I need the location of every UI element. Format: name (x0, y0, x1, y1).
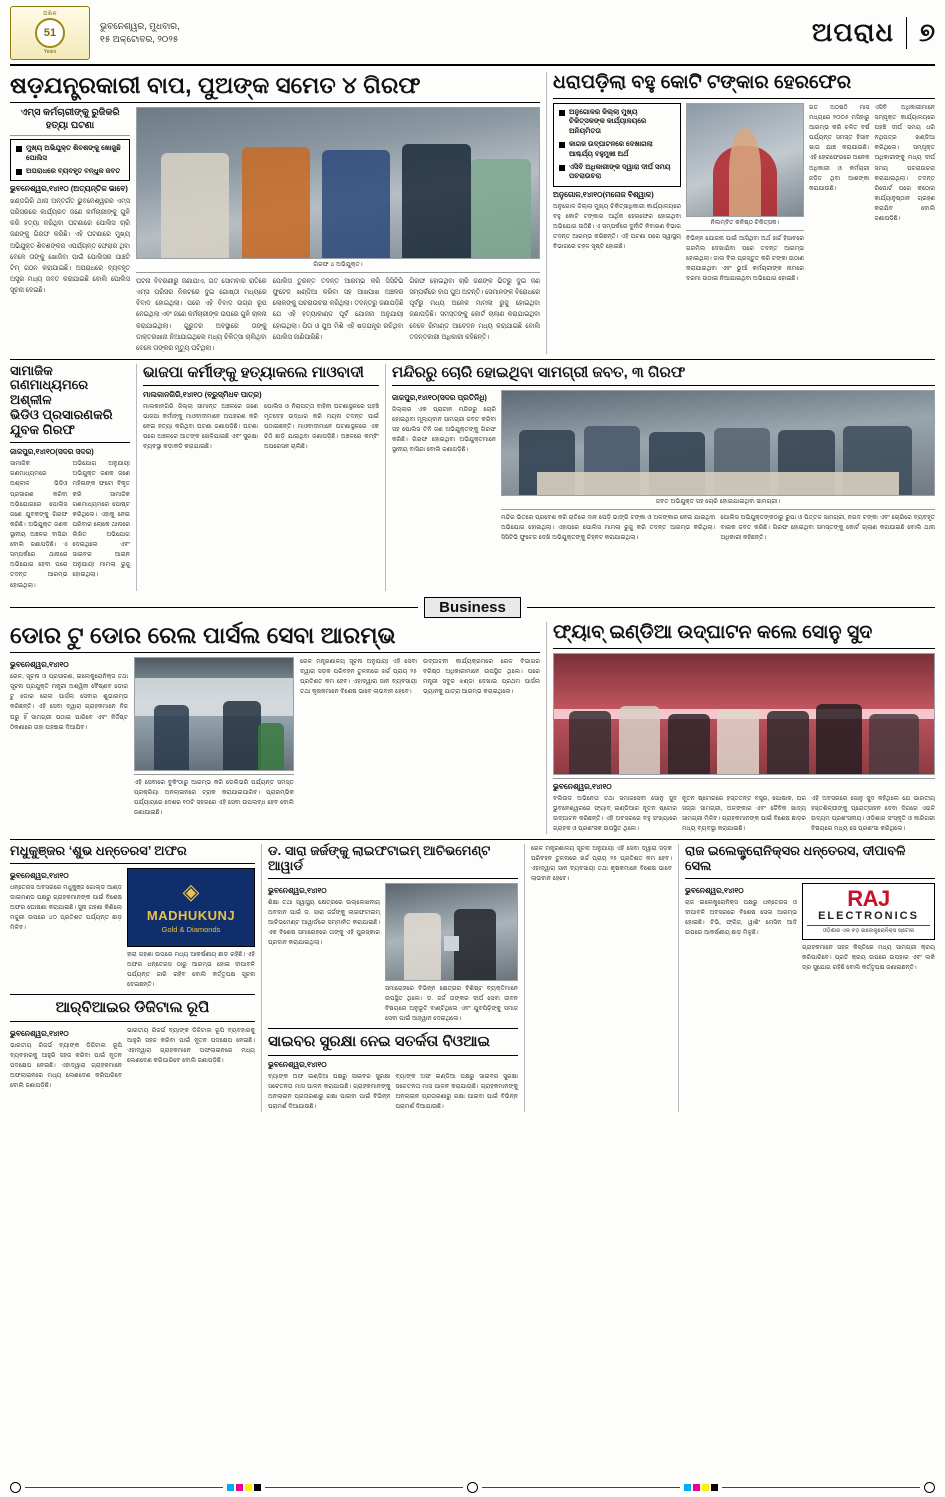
bullet-item (559, 163, 675, 182)
bjp-col1: ମାଲକାନଗିରି ଜିଲ୍ଲା ସୀମାନ୍ତ ଅଞ୍ଚଳରେ ଜଣେ ଭାଜପା କର୍ମୀଙ୍କୁ ମାଓବାଦୀମାନେ ଅପହରଣ କରି ନେଇ ହତ୍ୟା କରିଥିବା ଘଟଣା ଜଣାପଡ଼ିଛି। ଘଟଣା ପରେ ଅଞ୍ଚଳରେ ଆତଙ୍କ ଖେଳିଯାଇଛି ଏବଂ ସୁରକ୍ଷା ବ୍ୟବସ୍ଥା କଡ଼ାକଡ଼ି କରାଯାଇଛି। (143, 402, 258, 451)
rbi-dateline: ଭୁବନେଶ୍ୱର,୧୪ା୧୦ (10, 1028, 69, 1038)
cyber-dateline: ଭୁବନେଶ୍ୱର,୧୪ା୧୦ (268, 1059, 327, 1069)
lead-left-bullets (10, 139, 130, 181)
story-raj-electronics (678, 844, 935, 1112)
lead-left-col1: ଖଣ୍ଡଗିରି ଥାନା ଅନ୍ତର୍ଗତ ଭୁବନେଶ୍ୱରର ଏମ୍ସ ପରିସରରେ କାର୍ଯ୍ୟରତ ଜଣେ କର୍ମଚାରୀଙ୍କୁ ଗୁଳି କରି ହତ୍ୟା କରିଥିବା ଘଟଣାରେ ପୋଲିସ ଚାରି ଜଣଙ୍କୁ ଗିରଫ କରିଛି। ଏହି ଘଟଣାରେ ମୁଖ୍ୟ ଅଭିଯୁକ୍ତ ଶିବଶଙ୍କର ଏପର୍ଯ୍ୟନ୍ତ ଫେରାର ଥିବା ବେଳେ ତାଙ୍କୁ ଖୋଜିବା ପାଇଁ ପୋଲିସର ପାଞ୍ଚଟି ଟିମ୍ ଗଠନ କରାଯାଇଛି। ଅପରାଧରେ ବ୍ୟବହୃତ ଅସ୍ତ୍ର ମଧ୍ୟ ଜବତ କରାଯାଇଛି ବୋଲି ପୋଲିସ ସୂଚନା ଦେଇଛି। (10, 198, 130, 294)
madhukunj-ad[interactable] (127, 868, 255, 947)
business-lead-story (10, 622, 540, 834)
temple-headline: ମନ୍ଦିରରୁ ଚୋରି ହୋଇଥିବା ସାମଗ୍ରୀ ଜବତ, ୩ ଗିରଫ (392, 363, 686, 381)
raj-col2: ଗ୍ରାହକମାନେ ସହଜ କିସ୍ତିରେ ମଧ୍ୟ ସାମଗ୍ରୀ କ୍ରୟ କରିପାରିବେ। ପ୍ରତି କ୍ରୟ ଉପରେ ଉପହାର ଏବଂ ଲକି ଡ୍ର ସୁଯୋଗ ରହିଛି ବୋଲି କର୍ତ୍ତୃପକ୍ଷ ଜଣାଇଛନ୍ତି। (802, 943, 935, 972)
sara-col2: ସମାରୋହରେ ବିଭିନ୍ନ କ୍ଷେତ୍ରର ବିଶିଷ୍ଟ ବ୍ୟକ୍ତିମାନେ ଉପସ୍ଥିତ ଥିଲେ। ଡ. ଜର୍ଜ ତାଙ୍କର ଦୀର୍ଘ ସେବା ଜୀବନ ବିଷୟରେ ଅନୁଭୂତି ବାଣ୍ଟିଥିଲେ ଏବଂ ଯୁବପିଢ଼ିଙ୍କୁ ସମାଜ ସେବା ପାଇଁ ଆହ୍ୱାନ ଦେଇଥିଲେ। (385, 984, 518, 1023)
bullet-square-icon (559, 165, 565, 171)
lead-left-col3: ପୋଲିସ ତୁରନ୍ତ ତଦନ୍ତ ଆରମ୍ଭ କରି ସିସିଟିଭି ଫୁଟେଜ ଖଣ୍ଡିଆ କରିବା ସହ ଆଖପାଖ ଅଞ୍ଚଳର ଲୋକଙ୍କୁ ପଚରାଉଚରା କରିଥିଲା। ତଦନ୍ତରୁ ଜଣାପଡ଼ିଛି ଯେ ଏହି ହତ୍ୟାକାଣ୍ଡ ପୂର୍ବ ଯୋଜନା ଅନୁଯାୟୀ ହୋଇଥିଲା। ପିତା ଓ ପୁଅ ମିଶି ଏହି ଷଡ଼ଯନ୍ତ୍ର ରଚିଥିବା ପୋଲିସ ଜାଣିପାରିଛି। (272, 278, 404, 341)
bullet-item (559, 140, 675, 159)
cyber-headline: ସାଇବର ସୁରକ୍ଷା ନେଇ ସତର୍କତା ବିଓଆଇ (268, 1033, 491, 1051)
sara-headline: ଡ. ସାରା ଜର୍ଜଙ୍କୁ ଲାଇଫଟାଇମ୍ ଆଚିଭମେଣ୍ଟ ଆୱାର୍ଡ (268, 842, 491, 873)
lead-right-photo (686, 103, 804, 217)
sara-award-photo (385, 883, 518, 981)
lead-left-photo (136, 107, 540, 259)
bjp-headline: ଭାଜପା କର୍ମୀଙ୍କୁ ହତ୍ୟାକଲେ ମାଓବାଦୀ (143, 363, 364, 381)
madhukunj-col1: ଧନ୍‌ତେରସ ଅବସରରେ ମଧୁକୁଞ୍ଜ ଗୋଲ୍ଡ ଆଣ୍ଡ ଡାଇମଣ୍ଡ ପକ୍ଷରୁ ଗ୍ରାହକମାନଙ୍କ ପାଇଁ ବିଶେଷ ଅଫର ଘୋଷଣା କରାଯାଇଛି। ସୁନା ଗହଣା କିଣିଲେ ମଜୁରୀ ଉପରେ ୪୦ ପ୍ରତିଶତ ପର୍ଯ୍ୟନ୍ତ ଛାଡ଼ ମିଳିବ। (10, 883, 122, 932)
registration-mark-icon (10, 1482, 21, 1493)
temple-photo (501, 390, 935, 496)
sara-dateline: ଭୁବନେଶ୍ୱର,୧୪ା୧୦ (268, 885, 327, 895)
lead-left-photo-caption: ଗିରଫ ୪ ଅଭିଯୁକ୍ତ। (313, 261, 363, 269)
bullet-text: ଏସିବି ଅଧିକାରୀଙ୍କ ଦ୍ୱାରା ଦୀର୍ଘ ସମୟ ପଚରାଉଚରା (569, 164, 671, 181)
rbi-headline: ଆର୍‌ବିଆଇର ଡିଜିଟାଲ ରୂପି (55, 999, 210, 1017)
business-lead-col1: ରେଳ, ସୂଚନା ଓ ପ୍ରସାରଣ, ଇଲେକ୍ଟ୍ରୋନିକ୍ସ ତଥା ସୂଚନା ପ୍ରଯୁକ୍ତି ମନ୍ତ୍ରୀ ଅଶ୍ୱିନୀ ବୈଷ୍ଣବ ଡୋର ଟୁ ଡୋର ରେଲ ପାର୍ସଲ ସେବାର ଶୁଭାରମ୍ଭ କରିଛନ୍ତି। ଏହି ସେବା ଦ୍ୱାରା ଗ୍ରାହକମାନେ ନିଜ ଘରୁ ହିଁ ସାମଗ୍ରୀ ପଠାଇ ପାରିବେ ଏବଂ ନିର୍ଦ୍ଦିଷ୍ଟ ଠିକଣାରେ ତାହା ପହଞ୍ଚାଇ ଦିଆଯିବ। (10, 673, 128, 731)
section-title: ଅପରାଧ (811, 17, 895, 47)
business-cont-col1: ରେଳ ମନ୍ତ୍ରଣାଳୟ ସୂଚନା ଅନୁଯାୟୀ ଏହି ସେବା ଦ୍ୱାରା ସଡ଼କ ପରିବହନ ତୁଳନାରେ ଖର୍ଚ୍ଚ ପ୍ରାୟ ୨୫ ପ୍ରତିଶତ କମ ହେବ। ଏହାଦ୍ୱାରା ସାନ ବ୍ୟବସାୟୀ ତଥା କୃଷକମାନେ ବିଶେଷ ଭାବେ ଲାଭବାନ ହେବେ। (531, 844, 672, 883)
social-col1: ସାମାଜିକ ଗଣମାଧ୍ୟମରେ ଅଶ୍ଳୀଳ ଭିଡିଓ ପ୍ରସାରଣ କରିବା ଅଭିଯୋଗରେ ପୋଲିସ ଜଣେ ଯୁବକଙ୍କୁ ଗିରଫ କରିଛି। ଅଭିଯୁକ୍ତ ଜଣକ ସ୍ଥାନୀୟ ଅଞ୍ଚଳର ବାସିନ୍ଦା ବୋଲି ଜଣାପଡ଼ିଛି। ଏ ସମ୍ପର୍କରେ ଥାନାରେ ଅଭିଯୋଗ ହେବା ପରେ ତଦନ୍ତ ଆରମ୍ଭ ହୋଇଥିଲା। (10, 460, 68, 589)
page-number: ୭ (906, 17, 935, 49)
raj-ad[interactable] (802, 883, 935, 940)
business-lead-col3: ରେଳ ମନ୍ତ୍ରଣାଳୟ ସୂଚନା ଅନୁଯାୟୀ ଏହି ସେବା ଦ୍ୱାରା ସଡ଼କ ପରିବହନ ତୁଳନାରେ ଖର୍ଚ୍ଚ ପ୍ରାୟ ୨୫ ପ୍ରତିଶତ କମ ହେବ। ଏହାଦ୍ୱାରା ସାନ ବ୍ୟବସାୟୀ ତଥା କୃଷକମାନେ ବିଶେଷ ଭାବେ ଲାଭବାନ ହେବେ। (300, 658, 417, 696)
masthead-dateline (100, 20, 180, 47)
lead-left-dateline: ଭୁବନେଶ୍ୱର,୧୪ା୧୦ (ଅତ୍ୟନ୍ତିକ ଭାବେ) (10, 184, 128, 194)
masthead-place: ଭୁବନେଶ୍ୱର, ମୁଧବାର, (100, 20, 180, 31)
bjp-dateline: ମାଲକାନଗିରି,୧୪ା୧୦ (ବ୍ରୁସ୍‌ମିଧବ ପାତ୍ର) (143, 389, 262, 399)
cyber-col2: ବ୍ୟାଙ୍କ ଅଫ ଇଣ୍ଡିଆ ପକ୍ଷରୁ ସାଇବର ସୁରକ୍ଷା ସଚେତନତା ମାସ ପାଳନ କରାଯାଉଛି। ଗ୍ରାହକମାନଙ୍କୁ ଅନଲାଇନ ପ୍ରତାରଣାରୁ ରକ୍ଷା ପାଇବା ପାଇଁ ବିଭିନ୍ନ ପରାମର୍ଶ ଦିଆଯାଉଛି। (395, 1072, 518, 1110)
temple-col1: ଜିଲ୍ଲାର ଏକ ପ୍ରାଚୀନ ମନ୍ଦିରରୁ ଚୋରି ହୋଇଥିବା ମୂଲ୍ୟବାନ ସାମଗ୍ରୀ ଜବତ କରିବା ସହ ପୋଲିସ ତିନି ଜଣ ଅଭିଯୁକ୍ତଙ୍କୁ ଗିରଫ କରିଛି। ଗିରଫ ହୋଇଥିବା ଅଭିଯୁକ୍ତମାନେ ସ୍ଥାନୀୟ ବାସିନ୍ଦା ବୋଲି ଜଣାପଡ଼ିଛି। (392, 405, 496, 454)
story-social-media (10, 364, 130, 591)
story-madhukunj (10, 844, 255, 1112)
raj-dateline: ଭୁବନେଶ୍ୱର,୧୪ା୧୦ (685, 885, 744, 895)
business-continuation (524, 844, 672, 1112)
fab-photo (553, 653, 935, 775)
bullet-text: କାଗଜ ଉଦ୍‌ଘାଟନରେ ଦେଖାଗଲା ଆଶ୍ଚର୍ଯ୍ୟ ବହୁମୁଖୀ ଅର୍ଥ (569, 141, 653, 158)
lead-right-photo-caption: ନିଲମ୍ବିତ କନିଷ୍ଠ ଚିକିତ୍ସକ। (710, 218, 780, 226)
bullet-square-icon (16, 146, 22, 152)
rbi-col1: ଭାରତୀୟ ରିଜର୍ଭ ବ୍ୟାଙ୍କ ଡିଜିଟାଲ ରୂପି ବ୍ୟବହାରକୁ ଆହୁରି ସହଜ କରିବା ପାଇଁ ନୂତନ ପଦକ୍ଷେପ ନେଇଛି। ଏହାଦ୍ୱାରା ଗ୍ରାହକମାନେ ଅଫଲାଇନରେ ମଧ୍ୟ ଲେଣଦେଣ କରିପାରିବେ ବୋଲି ଜଣାପଡ଼ିଛି। (10, 1041, 122, 1089)
business-label: Business (424, 597, 521, 618)
business-lead-col4: ଉଦ୍‌ଘାଟନୀ କାର୍ଯ୍ୟକ୍ରମରେ ରେଳ ବିଭାଗର ବରିଷ୍ଠ ଅଧିକାରୀମାନେ ଉପସ୍ଥିତ ଥିଲେ। ପରେ ମନ୍ତ୍ରୀ ସବୁଜ ଝଣ୍ଡା ଦେଖାଇ ପ୍ରଥମ ପାର୍ସଲ ଭ୍ୟାନକୁ ଯାତ୍ରା ଆରମ୍ଭ କରାଇଥିଲେ। (423, 658, 540, 696)
temple-photo-caption: ଜବତ ଅଭିଯୁକ୍ତ ସହ ଚୋରି ହୋଇଯାଇଥିବା ସାମଗ୍ରୀ। (655, 497, 781, 505)
masthead (10, 6, 935, 66)
business-fab-story (546, 622, 935, 834)
bullet-item (559, 108, 675, 136)
diamond-icon: ◈ (182, 878, 200, 904)
fab-col3: ଏହି ଅବସରରେ ସୋନୁ ସୁଦ କହିଥିଲେ ଯେ ଭାରତୀୟ ହସ୍ତଶିଳ୍ପୀଙ୍କୁ ପ୍ରୋତ୍ସାହନ ଦେବା ଦିଗରେ ଏଭଳି ଉଦ୍ୟମ ପ୍ରଶଂସନୀୟ। ଓଡ଼ିଶାର ସଂସ୍କୃତି ଓ କାରିଗରୀ ବିଷୟରେ ମଧ୍ୟ ସେ ପ୍ରଶଂସା କରିଥିଲେ। (811, 794, 935, 832)
raj-ad-brand: RAJ (847, 885, 890, 911)
lead-left-col4: ଗିରଫ ହୋଇଥିବା ଚାରି ଜଣଙ୍କ ଭିତରୁ ଦୁଇ ଜଣ ସମ୍ପର୍କରେ ବାପ ପୁଅ ଅଟନ୍ତି। ସେମାନଙ୍କ ବିରୋଧରେ ପୂର୍ବରୁ ମଧ୍ୟ ଅନେକ ମାମଲା ରୁଜୁ ହୋଇଥିବା ଜଣାପଡ଼ିଛି। ସମସ୍ତଙ୍କୁ କୋର୍ଟ ଚାଲାଣ କରାଯାଇଥିବା ବେଳେ ରିମାଣ୍ଡ ଆବେଦନ ମଧ୍ୟ କରାଯାଇଛି ବୋଲି ତଦନ୍ତକାରୀ ଅଧିକାରୀ କହିଛନ୍ତି। (409, 278, 541, 341)
bjp-col2: ପୋଲିସ ଓ ନିରାପତ୍ତା ବାହିନୀ ଘଟଣାସ୍ଥଳରେ ପହଞ୍ଚି ମୃତଦେହ ଉଦ୍ଧାର କରି ମୟନା ତଦନ୍ତ ପାଇଁ ପଠାଇଛନ୍ତି। ମାଓବାଦୀମାନେ ଘଟଣାସ୍ଥଳରେ ଏକ ଚିଠି ଛାଡ଼ି ଯାଇଥିବା ଜଣାପଡ଼ିଛି। ଅଞ୍ଚଳରେ କମ୍ବିଂ ଅପରେସନ ଚାଲିଛି। (264, 402, 379, 451)
social-headline-line1: ସାମାଜିକ ଗଣମାଧ୍ୟମରେ ଅଶ୍ଳୀଳ (10, 362, 89, 408)
story-temple-theft (385, 364, 935, 591)
lead-left-headline: ଷଡ଼ଯନ୍ତ୍ରକାରୀ ବାପ, ପୁଅଙ୍କ ସମେତ ୪ ଗିରଫ (10, 72, 421, 98)
fab-headline: ଫ୍ୟାବ୍ ଇଣ୍ଡିଆ ଉଦ୍‌ଘାଟନ କଲେ ସୋନୁ ସୁଦ (553, 621, 873, 643)
business-lead-col2: ଏହି ସେବାରେ ବୁକିଂଠାରୁ ଆରମ୍ଭ କରି ଡେଲିଭରି ପର୍ଯ୍ୟନ୍ତ ସମସ୍ତ ପ୍ରକ୍ରିୟା ଅନଲାଇନରେ ଟ୍ରାକ କରାଯାଇପାରିବ। ପ୍ରାରମ୍ଭିକ ପର୍ଯ୍ୟାୟରେ ଦେଶର ୧୦ଟି ସହରରେ ଏହି ସେବା ଉପଲବ୍ଧ ହେବ ବୋଲି ଜଣାଯାଇଛି। (134, 779, 294, 817)
publication-logo (10, 6, 90, 60)
temple-dateline: ଜାଜପୁର,୧୪ା୧୦(ସଦର ପ୍ରତିନିଧି) (392, 392, 487, 402)
madhukunj-ad-sub: Gold & Diamonds (161, 924, 221, 934)
lead-left-col2: ଘଟନା ବିବରଣୀରୁ ଜଣାଯାଏ, ଗତ ସୋମବାର ରାତିରେ ଏମ୍ସ ପରିସର ନିକଟରେ ଦୁଇ ଗୋଷ୍ଠୀ ମଧ୍ୟରେ ବିବାଦ ହୋଇଥିଲା। ପରେ ଏହି ବିବାଦ ଉଗ୍ର ରୂପ ନେଇଥିଲା ଏବଂ ଜଣେ କର୍ମଚାରୀଙ୍କ ଉପରେ ଗୁଳି ଚାଳନା କରାଯାଇଥିଲା। ଗୁରୁତର ଅବସ୍ଥାରେ ତାଙ୍କୁ ଡାକ୍ତରଖାନା ନିଆଯାଇଥିଲେ ମଧ୍ୟ ଚିକିତ୍ସା ଚାଲିଥିବା ବେଳେ ତାଙ୍କର ମୃତ୍ୟୁ ଘଟିଥିଲା। (136, 278, 267, 352)
fab-col1: ବଲିଉଡ ଅଭିନେତା ତଥା ସମାଜସେବୀ ସୋନୁ ସୁଦ ଭୁବନେଶ୍ୱରରେ ଫ୍ୟାବ୍ ଇଣ୍ଡିଆର ନୂତନ ଷ୍ଟୋର ଉଦ୍‌ଘାଟନ କରିଛନ୍ତି। ଏହି ଅବସରରେ ବହୁ ସଂଖ୍ୟାରେ ଗ୍ରାହକ ଓ ପ୍ରଶଂସକ ଉପସ୍ଥିତ ଥିଲେ। (553, 794, 677, 832)
logo-anniversary-number: 51 (35, 18, 65, 48)
social-dateline: ଜାଜପୁର,୧୪ା୧୦(ସଦର ସଦର) (10, 447, 94, 457)
fab-dateline: ଭୁବନେଶ୍ୱର,୧୪ା୧୦ (553, 781, 612, 791)
bullet-square-icon (559, 142, 565, 148)
color-swatches-right (684, 1484, 718, 1491)
social-headline-line2: ଭିଡିଓ ପ୍ରସାରଣକରି ଯୁବକ ଗିରଫ (10, 407, 113, 438)
lead-story-right (546, 72, 935, 354)
color-swatches-left (227, 1484, 261, 1491)
raj-headline: ରାଜ ଇଲେକ୍ଟ୍ରୋନିକ୍ସର ଧନ୍‌ତେରସ, ଦୀପାବଳି ସେଲ (685, 842, 906, 873)
bullet-square-icon (16, 169, 22, 175)
raj-ad-tagline: ଓଡ଼ିଶାର ଏକ ବଡ଼ ଇଲେକ୍ଟ୍ରୋନିକ୍ସ ଷ୍ଟୋର (807, 925, 930, 935)
raj-ad-sub: ELECTRONICS (818, 909, 919, 922)
lead-right-bullets (553, 103, 681, 187)
madhukunj-col2: ହୀରା ଗହଣା ଉପରେ ମଧ୍ୟ ଆକର୍ଷଣୀୟ ଛାଡ଼ ରହିଛି। ଏହି ଅଫର ଧନ୍‌ତେରସ ଠାରୁ ଆରମ୍ଭ ହୋଇ ଦୀପାବଳି ପର୍ଯ୍ୟନ୍ତ ଜାରି ରହିବ ବୋଲି କର୍ତ୍ତୃପକ୍ଷ ସୂଚନା ଦେଇଛନ୍ତି। (127, 950, 255, 989)
bullet-square-icon (559, 110, 565, 116)
temple-col3: ପୋଲିସ ଅଭିଯୁକ୍ତଙ୍କଠାରୁ ରୁପା ଓ ପିତ୍ତଳ ସାମଗ୍ରୀ, ନଗଦ ଟଙ୍କା ଏବଂ ଚୋରିରେ ବ୍ୟବହୃତ ବାଇକ ଜବତ କରିଛି। ଗିରଫ ହୋଇଥିବା ସମସ୍ତଙ୍କୁ କୋର୍ଟ ଚାଲାଣ କରାଯାଇଛି ବୋଲି ଥାନା ଅଧିକାରୀ କହିଛନ୍ତି। (720, 513, 935, 542)
lead-story-left (10, 72, 540, 354)
bullet-item (16, 167, 124, 176)
business-section-band (10, 597, 935, 618)
lead-right-col4: ଏସିବି ଅଧିକାରୀମାନେ ସମ୍ପୃକ୍ତ କାର୍ଯ୍ୟାଳୟରେ ପହଞ୍ଚି ଦୀର୍ଘ ସମୟ ଧରି ନଥିପତ୍ର ଖଣ୍ଡିଆ କରିଥିଲେ। ସମ୍ପୃକ୍ତ ଅଧିକାରୀଙ୍କୁ ମଧ୍ୟ ଦୀର୍ଘ ସମୟ ପଚରାଉଚରା କରାଯାଇଥିଲା। ତଦନ୍ତ ରିପୋର୍ଟ ପରେ କଠୋର କାର୍ଯ୍ୟାନୁଷ୍ଠାନ ଗ୍ରହଣ କରାଯିବ ବୋଲି ଜଣାପଡ଼ିଛି। (874, 103, 935, 223)
bullet-text: ଅପରାଧରେ ବ୍ୟବହୃତ ବନ୍ଧୁକ ଜବତ (26, 168, 121, 175)
fab-col2: ନୂତନ ଷ୍ଟୋରରେ ହସ୍ତତନ୍ତ ବସ୍ତ୍ର, ପୋଷାକ, ଘର ସଜ୍ଜା ସାମଗ୍ରୀ, ଅଳଙ୍କାର ଏବଂ ଜୈବିକ ଖାଦ୍ୟ ସାମଗ୍ରୀ ମିଳିବ। ଗ୍ରାହକମାନଙ୍କ ପାଇଁ ବିଶେଷ ଛାଡ଼ର ମଧ୍ୟ ବ୍ୟବସ୍ଥା କରାଯାଇଛି। (682, 794, 806, 832)
madhukunj-dateline: ଭୁବନେଶ୍ୱର,୧୪ା୧୦ (10, 870, 69, 880)
cyber-col1: ବ୍ୟାଙ୍କ ଅଫ ଇଣ୍ଡିଆ ପକ୍ଷରୁ ସାଇବର ସୁରକ୍ଷା ସଚେତନତା ମାସ ପାଳନ କରାଯାଉଛି। ଗ୍ରାହକମାନଙ୍କୁ ଅନଲାଇନ ପ୍ରତାରଣାରୁ ରକ୍ଷା ପାଇବା ପାଇଁ ବିଭିନ୍ନ ପରାମର୍ଶ ଦିଆଯାଉଛି। (268, 1072, 391, 1110)
bullet-text: ମୁଖ୍ୟ ଅଭିଯୁକ୍ତ ଶିବଶଙ୍କୁ ଖୋଜୁଛି ପୋଲିସ (26, 145, 121, 162)
sara-col1: ଶିକ୍ଷା ତଥା ସ୍ୱାସ୍ଥ୍ୟ କ୍ଷେତ୍ରରେ ଉଲ୍ଲେଖନୀୟ ଅବଦାନ ପାଇଁ ଡ. ସାରା ଜର୍ଜଙ୍କୁ ଲାଇଫଟାଇମ୍ ଆଚିଭମେଣ୍ଟ ଆୱାର୍ଡରେ ସମ୍ମାନିତ କରାଯାଇଛି। ଏକ ବିଶେଷ ସମାରୋହରେ ତାଙ୍କୁ ଏହି ପୁରସ୍କାର ପ୍ରଦାନ କରାଯାଇଥିଲା। (268, 898, 380, 947)
lead-right-dateline: ଅନୁଗୋଳ,୧୪ା୧୦(ମନୋଜ ବିଶ୍ୱାଳ) (553, 189, 654, 199)
business-lead-headline: ଡୋର ଟୁ ଡୋର ରେଲ ପାର୍ସଲ ସେବା ଆରମ୍ଭ (10, 621, 396, 648)
lead-left-kicker: ଏମ୍ସ କର୍ମଚାରୀଙ୍କୁ ରୁଜିକରି ହତ୍ୟା ଘଟଣା (20, 107, 120, 131)
registration-mark-icon (924, 1482, 935, 1493)
masthead-date: ୧୫ ଅକ୍ଟୋବର, ୨୦୨୫ (100, 34, 179, 44)
bullet-text: ଅନୁଗୋଳର ଜିଲ୍ଲା ମୁଖ୍ୟ ଚିକିତ୍ସକଙ୍କ କାର୍ଯ୍ୟାଳୟରେ ଅନିୟମିତତା (569, 108, 647, 135)
business-lead-photo (134, 657, 294, 771)
story-bjp-worker (136, 364, 379, 591)
lead-right-col2: ବିଭିନ୍ନ ଯୋଜନା ପାଇଁ ଆସିଥିବା ଅର୍ଥ ଖର୍ଚ୍ଚ ହିସାବରେ ଗରମିଲ ଦେଖାଯିବା ପରେ ତଦନ୍ତ ଆରମ୍ଭ ହୋଇଥିଲା। ଜାଲ ବିଲ ପ୍ରସ୍ତୁତ କରି ଟଙ୍କା ଉଠାଣ କରାଯାଇଥିବା ଏବଂ ଭୁଆଁ କର୍ମଚାରୀଙ୍କ ନାମରେ ଦରମା ଉଠାଇ ନିଆଯାଇଥିବା ଅଭିଯୋଗ ହୋଇଛି। (686, 234, 804, 283)
madhukunj-headline: ମଧୁକୁଞ୍ଜର ‘ଶୁଭ ଧନ୍‌ତେରସ’ ଅଫର (10, 842, 187, 858)
logo-years-label: Years (43, 49, 57, 55)
lead-right-headline: ଧରାପଡ଼ିଲା ବହୁ କୋଟି ଟଙ୍କାର ହେରଫେର (553, 72, 852, 93)
bullet-item (16, 144, 124, 163)
logo-top-text: ଅଖିଳ (43, 11, 57, 17)
print-registration-bar (10, 1482, 935, 1493)
lead-right-col3: ଗତ ଅଠଷଠି ମାସ ମଧ୍ୟରେ ୨୦୦୫ ମସିହାରୁ ଆରମ୍ଭ କରି ଚଳିତ ବର୍ଷ ପର୍ଯ୍ୟନ୍ତ ସମସ୍ତ ହିସାବ ଖାତା ଯାଞ୍ଚ କରାଯାଉଛି। ଏହି ହେରଫେରରେ ଅନେକ ଅଧିକାରୀ ଓ କର୍ମଚାରୀ ଜଡ଼ିତ ଥିବା ଆଶଙ୍କା କରାଯାଉଛି। (809, 103, 870, 192)
rbi-col2: ଭାରତୀୟ ରିଜର୍ଭ ବ୍ୟାଙ୍କ ଡିଜିଟାଲ ରୂପି ବ୍ୟବହାରକୁ ଆହୁରି ସହଜ କରିବା ପାଇଁ ନୂତନ ପଦକ୍ଷେପ ନେଇଛି। ଏହାଦ୍ୱାରା ଗ୍ରାହକମାନେ ଅଫଲାଇନରେ ମଧ୍ୟ ଲେଣଦେଣ କରିପାରିବେ ବୋଲି ଜଣାପଡ଼ିଛି। (127, 1026, 255, 1064)
story-sara-george (261, 844, 518, 1112)
registration-mark-icon (467, 1482, 478, 1493)
temple-col2: ମନ୍ଦିର ଭିତରେ ପ୍ରବେଶ କରି ରାତିରେ ଦାନ ପେଡ଼ି ଭାଙ୍ଗି ଟଙ୍କା ଓ ଅଳଙ୍କାର ନେଇ ଯାଇଥିବା ଅଭିଯୋଗ ହୋଇଥିଲା। ଏହାପରେ ପୋଲିସ ମାମଲା ରୁଜୁ କରି ତଦନ୍ତ ଆରମ୍ଭ କରିଥିଲା। ସିସିଟିଭି ଫୁଟେଜ ଦେଖି ଅଭିଯୁକ୍ତଙ୍କୁ ଚିହ୍ନଟ କରାଯାଇଥିଲା। (501, 513, 716, 542)
madhukunj-ad-name: MADHUKUNJ (146, 907, 236, 923)
social-col2: ଅଭିଯୋଗ ଅନୁଯାୟୀ ଅଭିଯୁକ୍ତ ଜଣକ ଜଣେ ମହିଳାଙ୍କ ଫଟୋ ବିକୃତ କରି ସାମାଜିକ ଗଣମାଧ୍ୟମରେ ପୋଷ୍ଟ କରିଥିଲେ। ଏହାକୁ ନେଇ ପରିବାର ଲୋକେ ଥାନାରେ ଲିଖିତ ଅଭିଯୋଗ ଦେଇଥିଲେ ଏବଂ ସାଇବର ଆଇନ ଅନୁଯାୟୀ ମାମଲା ରୁଜୁ ହୋଇଥିଲା। (72, 460, 130, 579)
raj-col1: ରାଜ ଇଲେକ୍ଟ୍ରୋନିକ୍ସ ପକ୍ଷରୁ ଧନ୍‌ତେରସ ଓ ଦୀପାବଳି ଅବସରରେ ବିଶେଷ ସେଲ ଆରମ୍ଭ ହୋଇଛି। ଟିଭି, ଫ୍ରିଜ, ୱାଶିଂ ମେସିନ ଆଦି ଉପରେ ଆକର୍ଷଣୀୟ ଛାଡ଼ ମିଳୁଛି। (685, 898, 797, 937)
lead-right-col1: ଅନୁଗୋଳ ଜିଲ୍ଲା ମୁଖ୍ୟ ଚିକିତ୍ସାଧିକାରୀ କାର୍ଯ୍ୟାଳୟରେ ବହୁ କୋଟି ଟଙ୍କାର ଆର୍ଥିକ ହେରଫେର ହୋଇଥିବା ଅଭିଯୋଗ ଉଠିଛି। ଏ ସମ୍ପର୍କରେ ଦୁର୍ନୀତି ନିବାରଣ ବିଭାଗ ତଦନ୍ତ ଆରମ୍ଭ କରିଛନ୍ତି। ଏହି ଘଟଣା ପରେ ସ୍ୱାସ୍ଥ୍ୟ ବିଭାଗରେ ଚହଳ ସୃଷ୍ଟି ହୋଇଛି। (553, 202, 681, 251)
business-lead-dateline: ଭୁବନେଶ୍ୱର,୧୪ା୧୦ (10, 660, 69, 670)
